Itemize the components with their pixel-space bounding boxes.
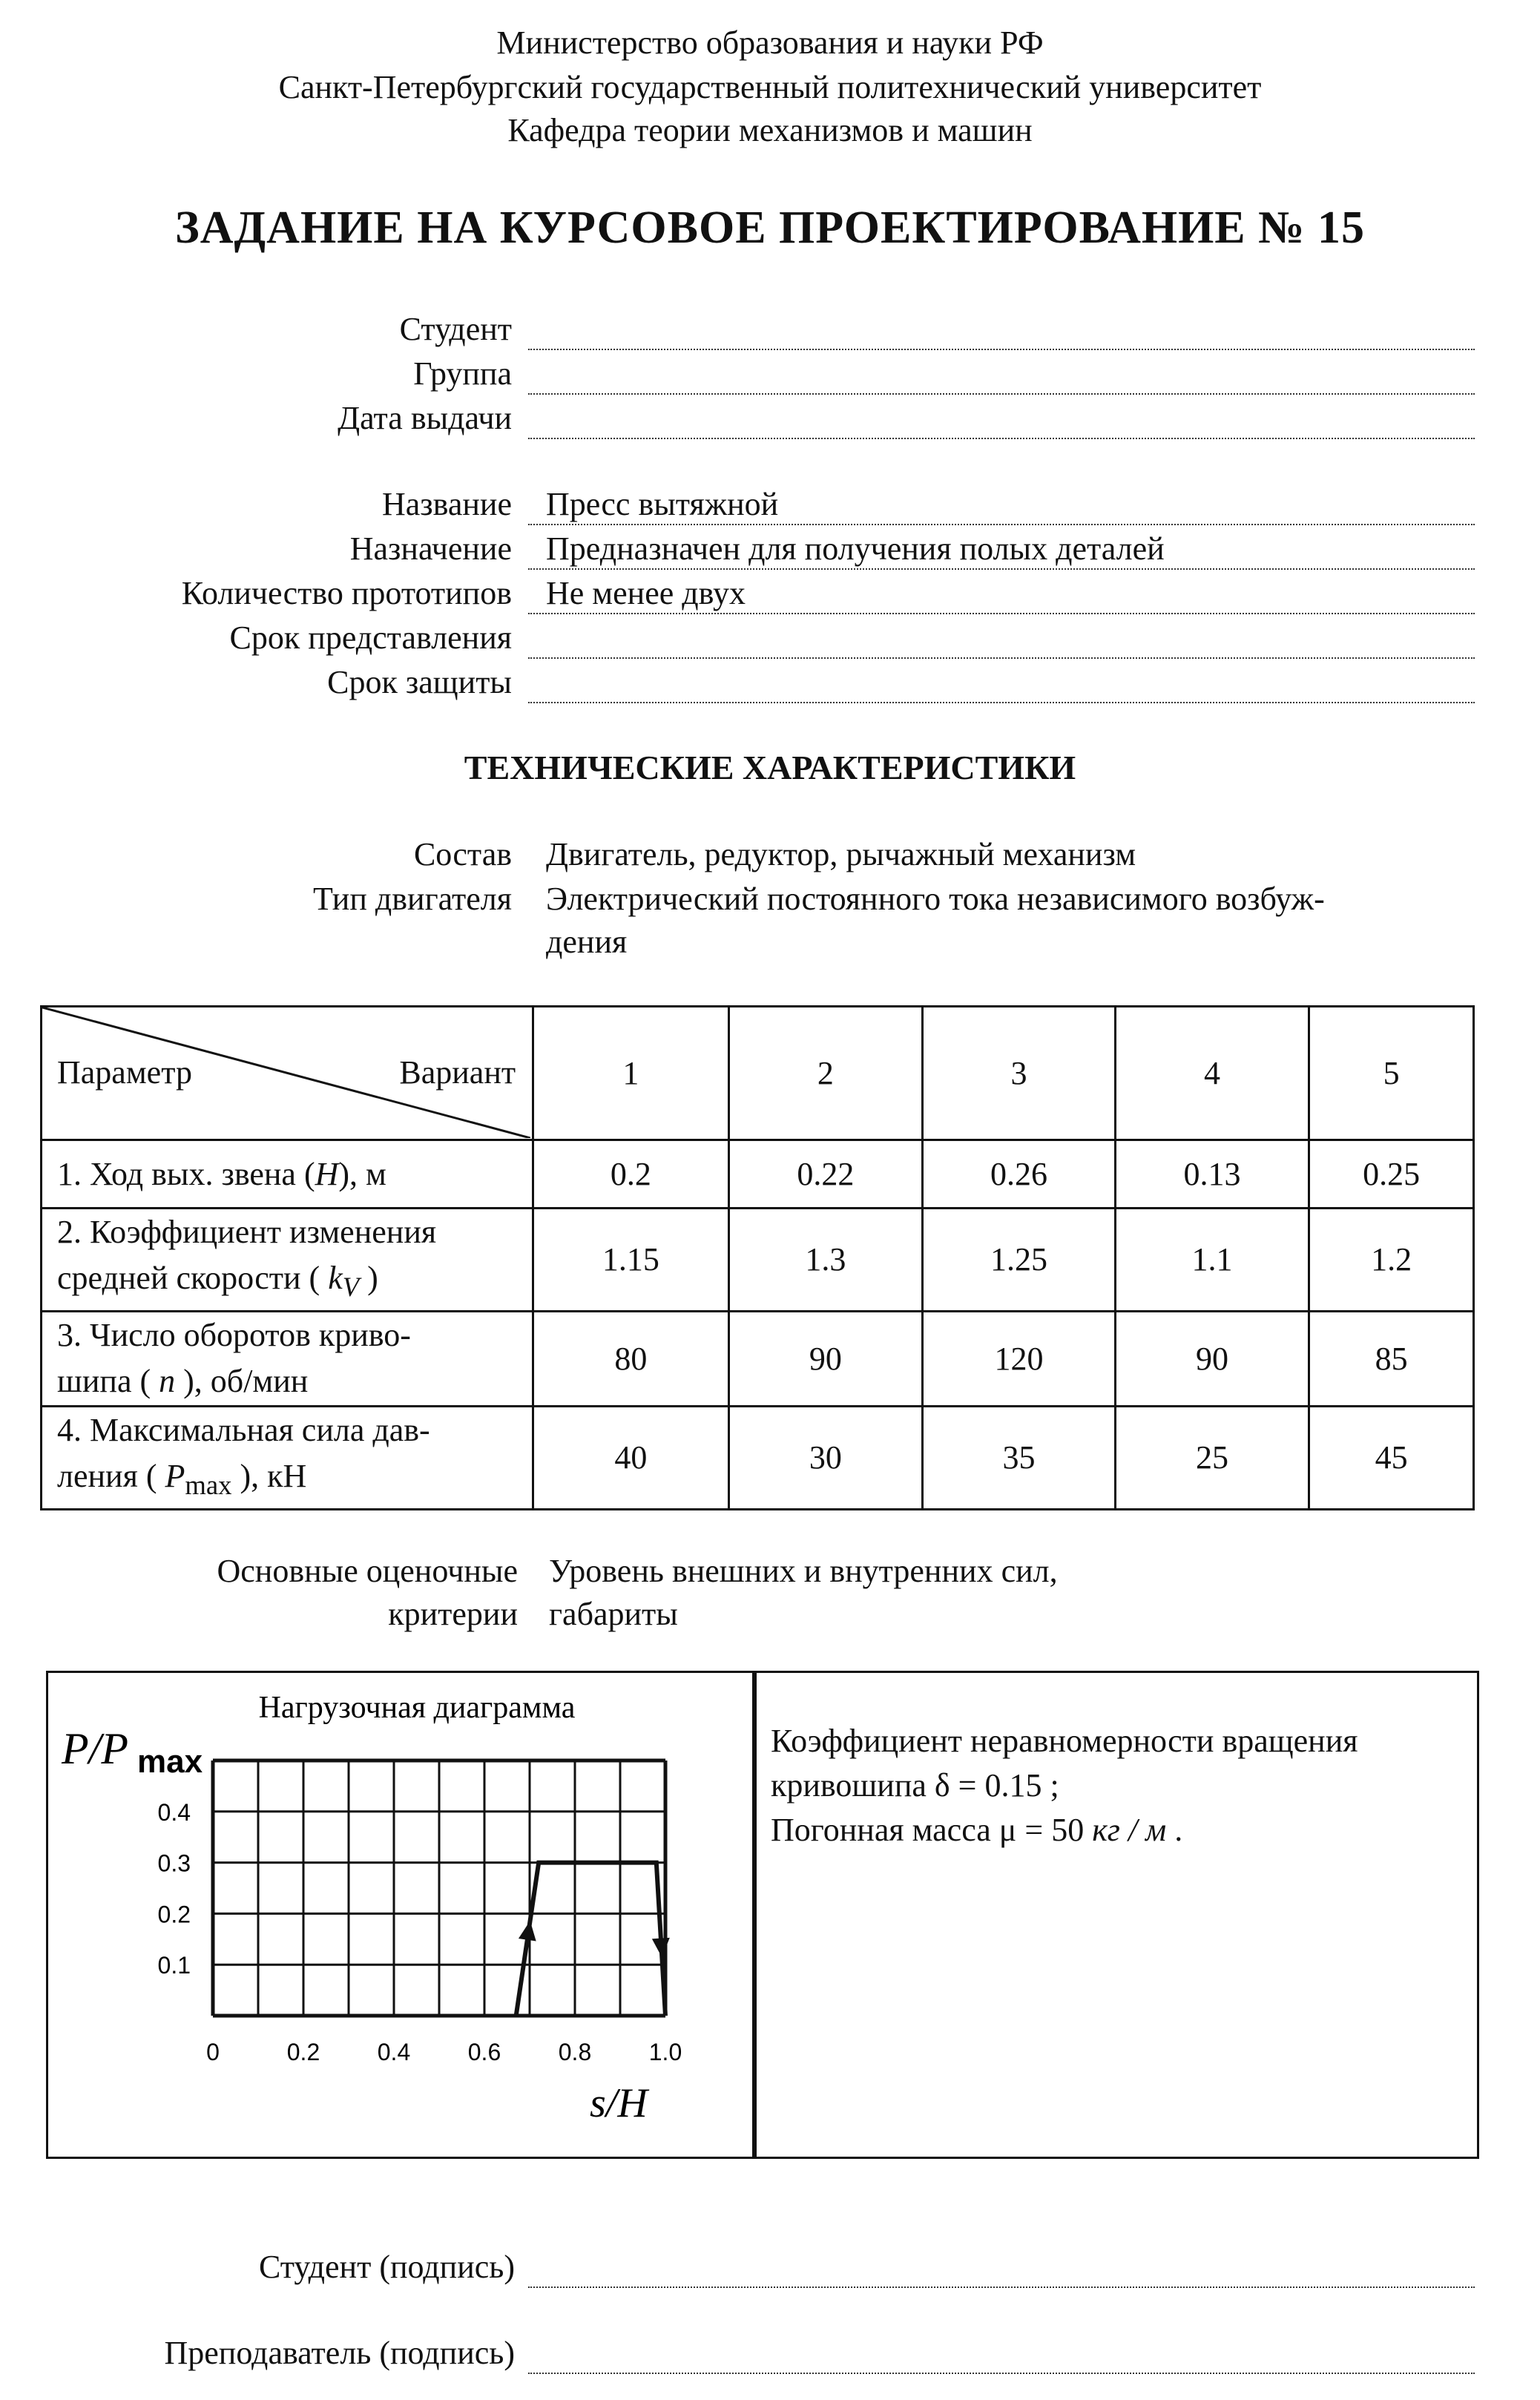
param-cell (42, 1209, 533, 1312)
criteria-label-line1: Основные оценочные (217, 1553, 518, 1589)
prototypes-line (528, 613, 1475, 614)
value-cell: 0.25 (1309, 1140, 1474, 1209)
student-signature-line[interactable] (528, 2286, 1475, 2288)
param-text: 4. Максимальная сила дав- (57, 1411, 430, 1448)
table-row (42, 1140, 1474, 1209)
y-tick-label: 0.3 (157, 1850, 191, 1877)
curve-arrow (519, 1921, 536, 1941)
composition-value: Двигатель, редуктор, рычажный механизм (546, 836, 1136, 872)
name-label: Название (381, 486, 512, 522)
y-tick-label: 0.2 (157, 1901, 191, 1928)
student-signature-label: Студент (подпись) (259, 2249, 515, 2285)
info-line3-prefix: Погонная масса μ = 50 (771, 1812, 1093, 1848)
x-tick-label: 0.6 (467, 2039, 501, 2065)
defense-label: Срок защиты (327, 664, 512, 700)
name-line (528, 524, 1475, 525)
value-cell: 0.2 (533, 1140, 729, 1209)
param-text-end: ), м (338, 1155, 386, 1192)
criteria-label-line2: критерии (388, 1596, 518, 1632)
purpose-value: Предназначен для получения полых деталей (546, 530, 1165, 567)
table-row (42, 1406, 1474, 1509)
chart-ylabel-sub: max (137, 1743, 203, 1780)
value-cell: 80 (533, 1311, 729, 1406)
student-label: Студент (399, 311, 512, 347)
variant-header: 5 (1309, 1007, 1474, 1140)
param-symbol: H (315, 1155, 339, 1192)
param-subscript: V (342, 1271, 360, 1302)
corner-variant-label: Вариант (399, 1054, 516, 1091)
value-cell: 1.1 (1115, 1209, 1309, 1312)
prototypes-label: Количество прототипов (181, 575, 512, 611)
group-line[interactable] (528, 393, 1475, 395)
value-cell: 30 (728, 1406, 923, 1509)
value-cell: 85 (1309, 1311, 1474, 1406)
group-label: Группа (413, 355, 512, 392)
value-cell: 90 (728, 1311, 923, 1406)
param-text-end: ) (359, 1260, 378, 1296)
x-tick-label: 0.4 (377, 2039, 411, 2065)
info-line3-end: . (1166, 1812, 1183, 1848)
param-cell (42, 1406, 533, 1509)
param-cell (42, 1311, 533, 1406)
value-cell: 0.13 (1115, 1140, 1309, 1209)
load-diagram (48, 1673, 754, 2157)
value-cell: 0.26 (923, 1140, 1116, 1209)
teacher-signature-label: Преподаватель (подпись) (164, 2335, 515, 2371)
department-name: Кафедра теории механизмов и машин (507, 112, 1033, 148)
chart-xlabel: s/H (590, 2080, 648, 2126)
param-symbol: P (165, 1457, 185, 1494)
value-cell: 1.2 (1309, 1209, 1474, 1312)
param-text: 1. Ход вых. звена ( (57, 1155, 315, 1192)
value-cell: 1.25 (923, 1209, 1116, 1312)
table-header-row (42, 1007, 1474, 1140)
issue-date-line[interactable] (528, 438, 1475, 439)
value-cell: 45 (1309, 1406, 1474, 1509)
variant-header: 4 (1115, 1007, 1309, 1140)
x-tick-label: 0.8 (558, 2039, 592, 2065)
param-subscript: max (185, 1469, 232, 1500)
parameters-box (752, 1671, 1479, 2159)
variant-header: 2 (728, 1007, 923, 1140)
tech-title: ТЕХНИЧЕСКИЕ ХАРАКТЕРИСТИКИ (464, 749, 1076, 786)
chart-ylabel: P/P (62, 1724, 128, 1773)
parameters-table (40, 1005, 1475, 1510)
param-text: шипа ( (57, 1363, 159, 1400)
variant-header: 3 (923, 1007, 1116, 1140)
value-cell: 1.15 (533, 1209, 729, 1312)
value-cell: 25 (1115, 1406, 1309, 1509)
table-row (42, 1311, 1474, 1406)
info-line1: Коэффициент неравномерности вращения (771, 1723, 1358, 1759)
teacher-signature-line[interactable] (528, 2373, 1475, 2374)
value-cell: 0.22 (728, 1140, 923, 1209)
value-cell: 120 (923, 1311, 1116, 1406)
corner-param-label: Параметр (57, 1054, 192, 1091)
param-symbol: k (328, 1260, 343, 1296)
criteria-value-line1: Уровень внешних и внутренних сил, (549, 1553, 1058, 1589)
load-curve (516, 1863, 665, 2016)
issue-date-label: Дата выдачи (338, 400, 512, 436)
param-text-end: ), об/мин (175, 1363, 309, 1400)
load-diagram-box (46, 1671, 757, 2159)
param-text: ления ( (57, 1457, 165, 1494)
y-tick-label: 0.1 (157, 1952, 191, 1979)
submission-line[interactable] (528, 657, 1475, 659)
value-cell: 90 (1115, 1311, 1309, 1406)
purpose-line (528, 568, 1475, 570)
value-cell: 1.3 (728, 1209, 923, 1312)
ministry-name: Министерство образования и науки РФ (496, 24, 1044, 61)
y-tick-label: 0.4 (157, 1798, 191, 1826)
criteria-value-line2: габариты (549, 1596, 678, 1632)
purpose-label: Назначение (349, 530, 512, 567)
engine-value-line2: дения (546, 924, 628, 960)
param-text-end: ), кН (231, 1457, 307, 1494)
param-symbol: n (159, 1363, 176, 1400)
university-name: Санкт-Петербургский государственный политехнический университет (278, 69, 1262, 105)
info-line2: кривошипа δ = 0.15 ; (771, 1767, 1059, 1804)
submission-label: Срок представления (229, 619, 512, 656)
info-line3 (771, 1808, 1182, 1852)
name-value: Пресс вытяжной (546, 486, 779, 522)
x-tick-label: 0.2 (286, 2039, 320, 2065)
table-row (42, 1209, 1474, 1312)
value-cell: 40 (533, 1406, 729, 1509)
corner-cell (42, 1007, 533, 1140)
defense-line[interactable] (528, 702, 1475, 703)
param-text: 2. Коэффициент изменения (57, 1214, 437, 1250)
param-text: средней скорости ( (57, 1260, 329, 1296)
variant-header: 1 (533, 1007, 729, 1140)
value-cell: 35 (923, 1406, 1116, 1509)
prototypes-value: Не менее двух (546, 575, 746, 611)
engine-label: Тип двигателя (313, 881, 512, 917)
param-text: 3. Число оборотов криво- (57, 1317, 411, 1354)
param-cell (42, 1140, 533, 1209)
engine-value-line1: Электрический постоянного тока независимого возбуж- (546, 881, 1325, 917)
chart-title: Нагрузочная диаграмма (258, 1691, 576, 1725)
info-line3-units: кг / м (1092, 1812, 1167, 1848)
x-tick-label: 1.0 (648, 2039, 682, 2065)
student-line[interactable] (528, 349, 1475, 350)
composition-label: Состав (413, 836, 512, 872)
page-title: ЗАДАНИЕ НА КУРСОВОЕ ПРОЕКТИРОВАНИЕ № 15 (175, 203, 1365, 253)
x-tick-label: 0 (206, 2039, 220, 2065)
